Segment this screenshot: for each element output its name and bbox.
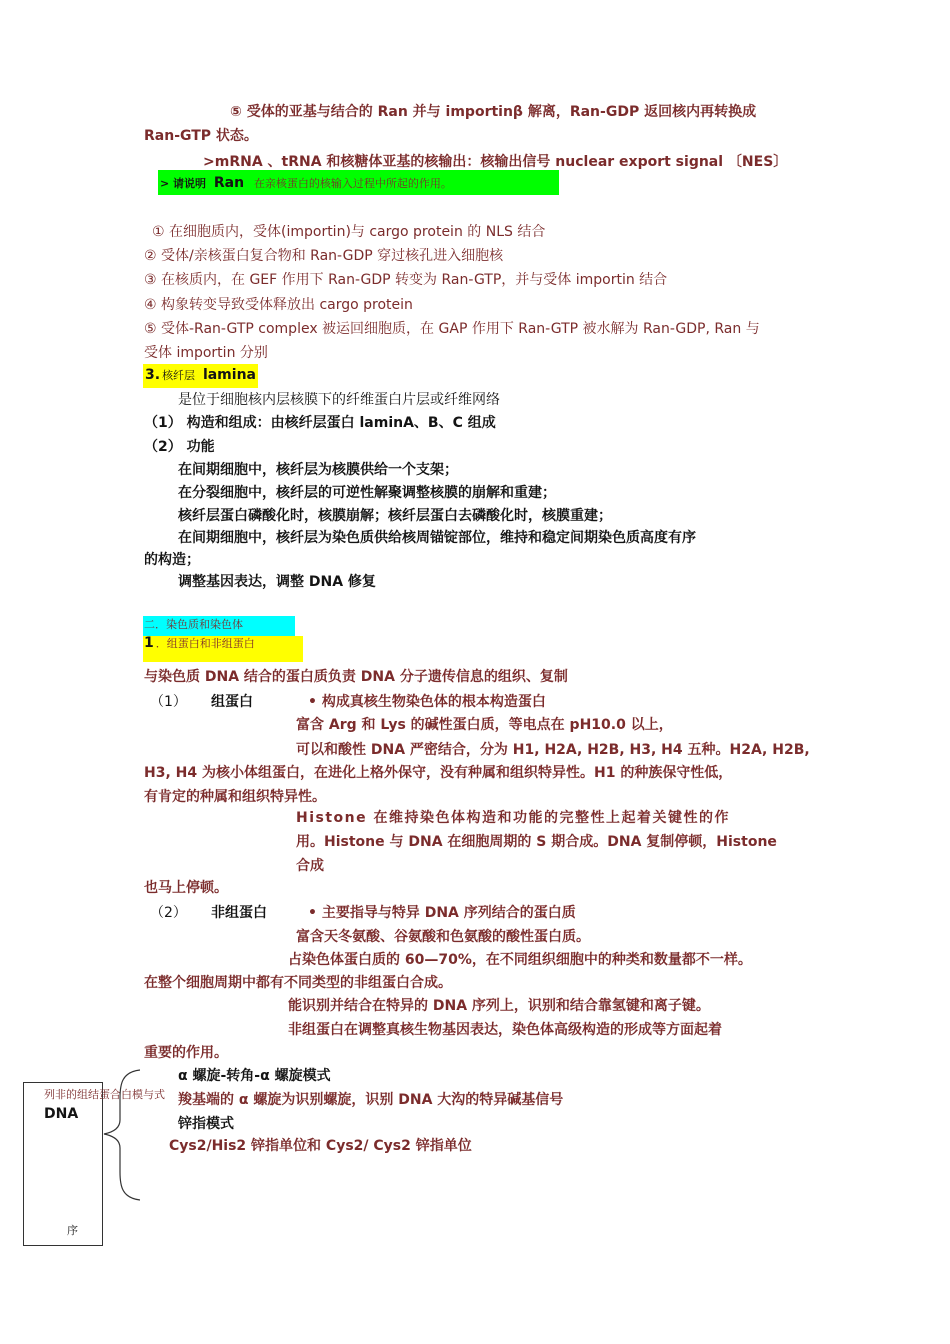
histone-title: 组蛋白: [211, 694, 253, 710]
nonhistone-bullet: • 主要指导与特异 DNA 序列结合的蛋白质: [308, 905, 576, 921]
histone-bullet: • 构成真核生物染色体的根本构造蛋白: [308, 694, 546, 710]
lamina-item: 在间期细胞中，核纤层为核膜供给一个支架；: [178, 462, 458, 478]
chromatin-line: 与染色质 DNA 结合的蛋白质负责 DNA 分子遗传信息的组织、复制: [144, 669, 568, 685]
nonhistone-line: 重要的作用。: [144, 1045, 228, 1061]
lamina-item: 调整基因表达，调整 DNA 修复: [178, 574, 376, 590]
histone-line: 有肯定的种属和组织特异性。: [144, 789, 326, 805]
histone-line: Histone 在维持染色体构造和功能的完整性上起着关键性的作: [296, 810, 730, 826]
lamina-def: 是位于细胞核内层核膜下的纤维蛋白片层或纤维网络: [178, 392, 500, 408]
box-dna: DNA: [44, 1106, 79, 1122]
heading-num: 3.: [145, 367, 161, 383]
step-2: ② 受体/亲核蛋白复合物和 Ran-GDP 穿过核孔进入细胞核: [144, 248, 504, 264]
step-1: ① 在细胞质内，受体(importin)与 cargo protein 的 NLS 结合: [152, 224, 546, 240]
heading-lamina: [145, 365, 256, 386]
text-line: >mRNA 、tRNA 和核糖体亚基的核输出：核输出信号 nuclear export signal 〔NES〕: [203, 154, 788, 170]
histone-line: H3, H4 为核小体组蛋白，在进化上格外保守，没有种属和组织特异性。H1 的种族保守性低，: [144, 765, 733, 781]
text-line: ⑤ 受体的亚基与结合的 Ran 并与 importinβ 解离，Ran-GDP 返回核内再转换成: [230, 104, 757, 120]
lamina-item: 的构造；: [144, 552, 200, 568]
histone-line: 富含 Arg 和 Lys 的碱性蛋白质，等电点在 pH10.0 以上，: [296, 717, 673, 733]
section-heading: 二．染色质和染色体: [144, 618, 243, 631]
lamina-item: （1） 构造和组成：由核纤层蛋白 laminA、B、C 组成: [144, 415, 496, 431]
heading-rest: lamina: [202, 367, 256, 383]
histone-line: 可以和酸性 DNA 严密结合，分为 H1, H2A, H2B, H3, H4 五种。H2A, H2B,: [296, 742, 810, 758]
ran-label: Ran: [213, 175, 245, 191]
sub-heading-num: 1: [144, 635, 154, 651]
brace-icon: [100, 1068, 145, 1202]
nonhistone-line: 在整个细胞周期中都有不同类型的非组蛋白合成。: [144, 975, 452, 991]
nonhistone-line: 能识别并结合在特异的 DNA 序列上，识别和结合靠氢键和离子键。: [288, 998, 710, 1014]
text-line: Ran-GTP 状态。: [144, 128, 258, 144]
question-prefix: > 请说明: [160, 177, 207, 190]
nonhistone-line: 非组蛋白在调整真核生物基因表达，染色体高级构造的形成等方面起着: [288, 1022, 722, 1038]
nonhistone-line: 富含天冬氨酸、谷氨酸和色氨酸的酸性蛋白质。: [296, 929, 590, 945]
step-3: ③ 在核质内，在 GEF 作用下 Ran-GDP 转变为 Ran-GTP，并与受体 importin 结合: [144, 272, 668, 288]
histone-line: 也马上停顿。: [144, 880, 228, 896]
nonhistone-num: （2）: [150, 905, 187, 921]
box-top-text: 列非的组结蛋合白模与式: [44, 1088, 165, 1101]
motif-line: 锌指模式: [178, 1116, 234, 1132]
lamina-item: 在间期细胞中，核纤层为染色质供给核周锚锭部位，维持和稳定间期染色质高度有序: [178, 530, 696, 546]
question-rest: 在亲核蛋白的核输入过程中所起的作用。: [253, 177, 452, 190]
motif-line: 羧基端的 α 螺旋为识别螺旋，识别 DNA 大沟的特异碱基信号: [178, 1092, 564, 1108]
box-seq: 序: [67, 1224, 78, 1237]
histone-line: 用。Histone 与 DNA 在细胞周期的 S 期合成。DNA 复制停顿，Histone: [296, 834, 777, 850]
lamina-item: 在分裂细胞中，核纤层的可逆性解聚调整核膜的崩解和重建；: [178, 485, 556, 501]
nonhistone-line: 占染色体蛋白质的 60—70%，在不同组织细胞中的种类和数量都不一样。: [288, 952, 752, 968]
sub-heading-text: ．组蛋白和非组蛋白: [155, 637, 255, 650]
lamina-item: 核纤层蛋白磷酸化时，核膜崩解；核纤层蛋白去磷酸化时，核膜重建；: [178, 508, 612, 524]
step-5: ⑤ 受体-Ran-GTP complex 被运回细胞质，在 GAP 作用下 Ran-GTP 被水解为 Ran-GDP, Ran 与: [144, 321, 760, 337]
step-5-cont: 受体 importin 分别: [144, 345, 268, 361]
histone-line: 合成: [296, 858, 324, 874]
step-4: ④ 构象转变导致受体释放出 cargo protein: [144, 297, 413, 313]
sub-heading: [144, 633, 255, 654]
motif-line: Cys2/His2 锌指单位和 Cys2/ Cys2 锌指单位: [169, 1138, 472, 1154]
lamina-item: （2） 功能: [144, 439, 215, 455]
motif-line: α 螺旋-转角-α 螺旋模式: [178, 1068, 331, 1084]
histone-num: （1）: [150, 694, 187, 710]
nonhistone-title: 非组蛋白: [211, 905, 267, 921]
question-line: [160, 173, 452, 194]
heading-small: 核纤层: [162, 369, 196, 382]
